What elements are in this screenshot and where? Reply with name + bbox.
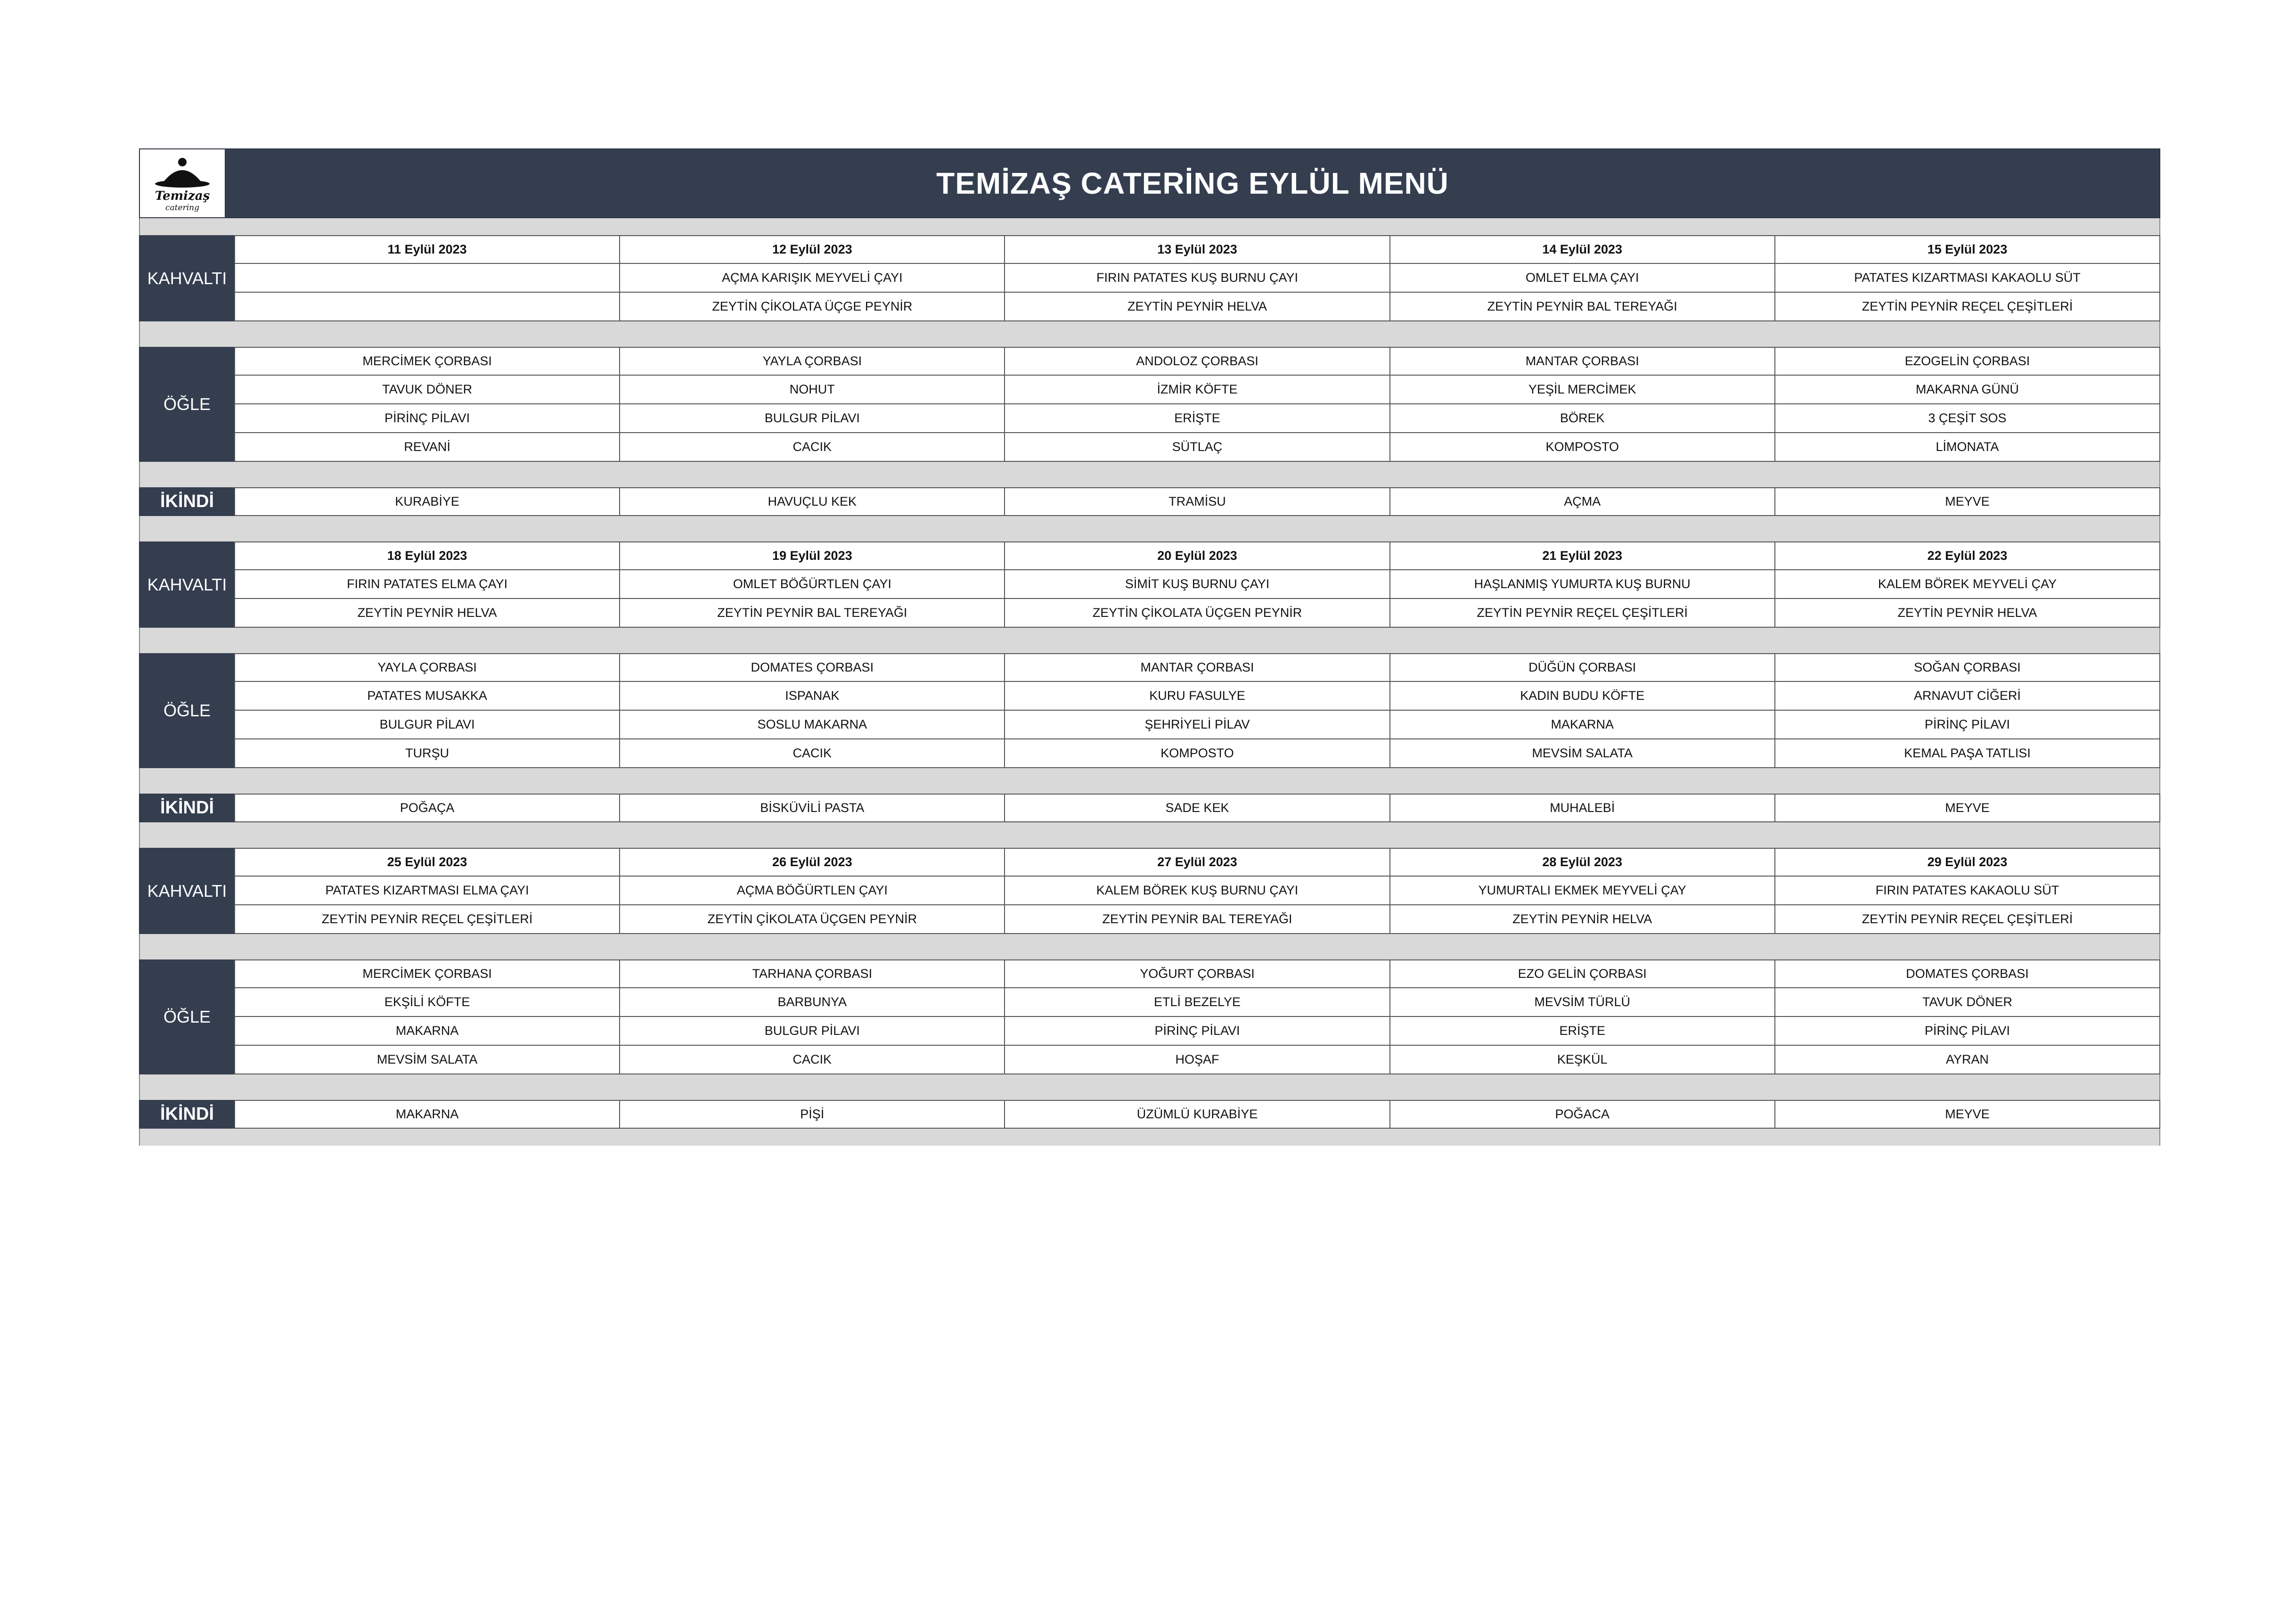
lunch-cell: KEMAL PAŞA TATLISI (1775, 739, 2160, 768)
lunch-cell: 3 ÇEŞİT SOS (1775, 404, 2160, 433)
date-cell: 29 Eylül 2023 (1775, 848, 2160, 877)
afternoon-cell: MEYVE (1775, 487, 2160, 516)
menu-header (139, 148, 2160, 218)
date-cell: 20 Eylül 2023 (1005, 541, 1390, 570)
date-cell: 26 Eylül 2023 (620, 848, 1005, 877)
table-row (234, 541, 2160, 570)
lunch-cell: BULGUR PİLAVI (234, 711, 620, 739)
afternoon-cell: TRAMİSU (1005, 487, 1390, 516)
breakfast-cell: HAŞLANMIŞ YUMURTA KUŞ BURNU (1390, 570, 1775, 599)
breakfast-rows (234, 848, 2160, 934)
breakfast-cell: ZEYTİN PEYNİR BAL TEREYAĞI (620, 599, 1005, 628)
breakfast-cell: PATATES KIZARTMASI KAKAOLU SÜT (1775, 264, 2160, 293)
breakfast-block (139, 235, 2160, 321)
logo (140, 149, 226, 217)
table-row (234, 570, 2160, 599)
lunch-cell: PİRİNÇ PİLAVI (1005, 1017, 1390, 1046)
lunch-cell: MANTAR ÇORBASI (1390, 347, 1775, 376)
lunch-cell: MAKARNA GÜNÜ (1775, 376, 2160, 404)
spacer-row (139, 822, 2160, 848)
breakfast-cell: ZEYTİN PEYNİR HELVA (1390, 905, 1775, 934)
spacer-row (139, 321, 2160, 347)
lunch-cell: ETLİ BEZELYE (1005, 988, 1390, 1017)
lunch-cell: TAVUK DÖNER (234, 376, 620, 404)
lunch-cell: BULGUR PİLAVI (620, 1017, 1005, 1046)
logo-text-sub: catering (165, 203, 199, 213)
spacer-row (139, 768, 2160, 794)
date-cell: 19 Eylül 2023 (620, 541, 1005, 570)
spacer-row (139, 516, 2160, 541)
spacer-row (139, 462, 2160, 487)
lunch-cell: KADIN BUDU KÖFTE (1390, 682, 1775, 711)
table-row (234, 988, 2160, 1017)
breakfast-cell: OMLET BÖĞÜRTLEN ÇAYI (620, 570, 1005, 599)
lunch-cell: MEVSİM SALATA (234, 1046, 620, 1074)
lunch-cell: YAYLA ÇORBASI (234, 653, 620, 682)
lunch-cell: TURŞU (234, 739, 620, 768)
breakfast-cell: ZEYTİN PEYNİR REÇEL ÇEŞİTLERİ (1390, 599, 1775, 628)
lunch-cell: YAYLA ÇORBASI (620, 347, 1005, 376)
afternoon-cell: KURABİYE (234, 487, 620, 516)
table-row (234, 235, 2160, 264)
lunch-rows (234, 347, 2160, 462)
lunch-cell: KEŞKÜL (1390, 1046, 1775, 1074)
breakfast-cell: FIRIN PATATES KUŞ BURNU ÇAYI (1005, 264, 1390, 293)
afternoon-rows (234, 794, 2160, 822)
breakfast-cell: ZEYTİN PEYNİR HELVA (234, 599, 620, 628)
table-row (234, 739, 2160, 768)
lunch-cell: ŞEHRİYELİ PİLAV (1005, 711, 1390, 739)
lunch-cell: AYRAN (1775, 1046, 2160, 1074)
table-row (234, 1100, 2160, 1129)
lunch-cell: SÜTLAÇ (1005, 433, 1390, 462)
afternoon-cell: MEYVE (1775, 794, 2160, 822)
lunch-cell: BULGUR PİLAVI (620, 404, 1005, 433)
breakfast-label: KAHVALTI (140, 235, 234, 321)
lunch-cell: YEŞİL MERCİMEK (1390, 376, 1775, 404)
lunch-cell: KOMPOSTO (1390, 433, 1775, 462)
chef-cloche-logo-icon (147, 153, 218, 214)
afternoon-cell: MEYVE (1775, 1100, 2160, 1129)
breakfast-block (139, 541, 2160, 628)
table-row (234, 682, 2160, 711)
lunch-cell: BÖREK (1390, 404, 1775, 433)
date-cell: 11 Eylül 2023 (234, 235, 620, 264)
date-cell: 22 Eylül 2023 (1775, 541, 2160, 570)
table-row (234, 905, 2160, 934)
logo-text-main: Temizaş (155, 189, 210, 203)
table-row (234, 1017, 2160, 1046)
lunch-cell: NOHUT (620, 376, 1005, 404)
lunch-cell: MAKARNA (1390, 711, 1775, 739)
page-title: TEMİZAŞ CATERİNG EYLÜL MENÜ (226, 149, 2159, 217)
table-row (234, 433, 2160, 462)
breakfast-cell: KALEM BÖREK KUŞ BURNU ÇAYI (1005, 877, 1390, 905)
date-cell: 27 Eylül 2023 (1005, 848, 1390, 877)
breakfast-rows (234, 541, 2160, 628)
afternoon-cell: SADE KEK (1005, 794, 1390, 822)
breakfast-cell: ZEYTİN PEYNİR REÇEL ÇEŞİTLERİ (1775, 905, 2160, 934)
breakfast-cell: ZEYTİN PEYNİR HELVA (1005, 293, 1390, 321)
lunch-cell: CACIK (620, 1046, 1005, 1074)
lunch-block (139, 653, 2160, 768)
breakfast-cell: PATATES KIZARTMASI ELMA ÇAYI (234, 877, 620, 905)
breakfast-cell (234, 264, 620, 293)
afternoon-cell: AÇMA (1390, 487, 1775, 516)
table-row (234, 794, 2160, 822)
lunch-cell: YOĞURT ÇORBASI (1005, 959, 1390, 988)
date-cell: 13 Eylül 2023 (1005, 235, 1390, 264)
afternoon-block (139, 1100, 2160, 1129)
lunch-cell: KURU FASULYE (1005, 682, 1390, 711)
lunch-cell: CACIK (620, 433, 1005, 462)
spacer-row (139, 1129, 2160, 1146)
afternoon-cell: MUHALEBİ (1390, 794, 1775, 822)
afternoon-rows (234, 1100, 2160, 1129)
lunch-cell: CACIK (620, 739, 1005, 768)
lunch-cell: EZO GELİN ÇORBASI (1390, 959, 1775, 988)
lunch-cell: İZMİR KÖFTE (1005, 376, 1390, 404)
breakfast-cell: YUMURTALI EKMEK MEYVELİ ÇAY (1390, 877, 1775, 905)
table-row (234, 376, 2160, 404)
menu-sheet (139, 148, 2160, 1146)
lunch-cell: MANTAR ÇORBASI (1005, 653, 1390, 682)
table-row (234, 293, 2160, 321)
afternoon-label: İKİNDİ (140, 1100, 234, 1129)
lunch-cell: PİRİNÇ PİLAVI (1775, 1017, 2160, 1046)
table-row (234, 404, 2160, 433)
lunch-rows (234, 653, 2160, 768)
table-row (234, 599, 2160, 628)
table-row (234, 711, 2160, 739)
afternoon-cell: POĞACA (1390, 1100, 1775, 1129)
date-cell: 15 Eylül 2023 (1775, 235, 2160, 264)
afternoon-cell: PİŞİ (620, 1100, 1005, 1129)
lunch-label: ÖĞLE (140, 347, 234, 462)
afternoon-cell: MAKARNA (234, 1100, 620, 1129)
breakfast-cell: AÇMA KARIŞIK MEYVELİ ÇAYI (620, 264, 1005, 293)
lunch-cell: SOĞAN ÇORBASI (1775, 653, 2160, 682)
lunch-cell: ARNAVUT CİĞERİ (1775, 682, 2160, 711)
afternoon-cell: HAVUÇLU KEK (620, 487, 1005, 516)
breakfast-label: KAHVALTI (140, 541, 234, 628)
breakfast-cell: KALEM BÖREK MEYVELİ ÇAY (1775, 570, 2160, 599)
lunch-cell: ISPANAK (620, 682, 1005, 711)
spacer-row (139, 934, 2160, 959)
table-row (234, 264, 2160, 293)
lunch-label: ÖĞLE (140, 959, 234, 1074)
lunch-cell: MERCİMEK ÇORBASI (234, 347, 620, 376)
lunch-cell: MEVSİM SALATA (1390, 739, 1775, 768)
breakfast-cell: ZEYTİN PEYNİR REÇEL ÇEŞİTLERİ (1775, 293, 2160, 321)
breakfast-cell: FIRIN PATATES KAKAOLU SÜT (1775, 877, 2160, 905)
lunch-cell: EZOGELİN ÇORBASI (1775, 347, 2160, 376)
lunch-cell: DOMATES ÇORBASI (1775, 959, 2160, 988)
afternoon-cell: POĞAÇA (234, 794, 620, 822)
breakfast-cell: ZEYTİN PEYNİR BAL TEREYAĞI (1390, 293, 1775, 321)
afternoon-rows (234, 487, 2160, 516)
lunch-cell: PİRİNÇ PİLAVI (1775, 711, 2160, 739)
date-cell: 14 Eylül 2023 (1390, 235, 1775, 264)
spacer-row (139, 628, 2160, 653)
breakfast-cell: ZEYTİN PEYNİR HELVA (1775, 599, 2160, 628)
breakfast-cell: AÇMA BÖĞÜRTLEN ÇAYI (620, 877, 1005, 905)
lunch-cell: BARBUNYA (620, 988, 1005, 1017)
table-row (234, 347, 2160, 376)
breakfast-cell: ZEYTİN ÇİKOLATA ÜÇGEN PEYNİR (1005, 599, 1390, 628)
table-row (234, 959, 2160, 988)
date-cell: 28 Eylül 2023 (1390, 848, 1775, 877)
lunch-cell: TARHANA ÇORBASI (620, 959, 1005, 988)
lunch-label: ÖĞLE (140, 653, 234, 768)
lunch-rows (234, 959, 2160, 1074)
breakfast-rows (234, 235, 2160, 321)
lunch-cell: ERİŞTE (1390, 1017, 1775, 1046)
breakfast-cell: FIRIN PATATES ELMA ÇAYI (234, 570, 620, 599)
lunch-cell: DOMATES ÇORBASI (620, 653, 1005, 682)
lunch-cell: MERCİMEK ÇORBASI (234, 959, 620, 988)
lunch-cell: REVANİ (234, 433, 620, 462)
breakfast-cell: ZEYTİN ÇİKOLATA ÜÇGE PEYNİR (620, 293, 1005, 321)
table-row (234, 848, 2160, 877)
weeks-container (139, 218, 2160, 1146)
breakfast-block (139, 848, 2160, 934)
lunch-cell: LİMONATA (1775, 433, 2160, 462)
spacer-row (139, 218, 2160, 235)
lunch-cell: SOSLU MAKARNA (620, 711, 1005, 739)
lunch-cell: HOŞAF (1005, 1046, 1390, 1074)
afternoon-label: İKİNDİ (140, 794, 234, 822)
breakfast-cell: OMLET ELMA ÇAYI (1390, 264, 1775, 293)
lunch-cell: ERİŞTE (1005, 404, 1390, 433)
afternoon-block (139, 487, 2160, 516)
breakfast-cell: ZEYTİN ÇİKOLATA ÜÇGEN PEYNİR (620, 905, 1005, 934)
lunch-block (139, 347, 2160, 462)
spacer-row (139, 1074, 2160, 1100)
breakfast-cell: ZEYTİN PEYNİR BAL TEREYAĞI (1005, 905, 1390, 934)
date-cell: 25 Eylül 2023 (234, 848, 620, 877)
table-row (234, 877, 2160, 905)
breakfast-cell: ZEYTİN PEYNİR REÇEL ÇEŞİTLERİ (234, 905, 620, 934)
table-row (234, 1046, 2160, 1074)
lunch-cell: DÜĞÜN ÇORBASI (1390, 653, 1775, 682)
afternoon-label: İKİNDİ (140, 487, 234, 516)
table-row (234, 487, 2160, 516)
date-cell: 18 Eylül 2023 (234, 541, 620, 570)
table-row (234, 653, 2160, 682)
lunch-cell: MEVSİM TÜRLÜ (1390, 988, 1775, 1017)
lunch-cell: KOMPOSTO (1005, 739, 1390, 768)
afternoon-block (139, 794, 2160, 822)
lunch-cell: MAKARNA (234, 1017, 620, 1046)
lunch-cell: TAVUK DÖNER (1775, 988, 2160, 1017)
lunch-cell: PATATES MUSAKKA (234, 682, 620, 711)
lunch-cell: ANDOLOZ ÇORBASI (1005, 347, 1390, 376)
lunch-cell: EKŞİLİ KÖFTE (234, 988, 620, 1017)
date-cell: 12 Eylül 2023 (620, 235, 1005, 264)
afternoon-cell: BİSKÜVİLİ PASTA (620, 794, 1005, 822)
breakfast-cell (234, 293, 620, 321)
breakfast-cell: SİMİT KUŞ BURNU ÇAYI (1005, 570, 1390, 599)
afternoon-cell: ÜZÜMLÜ KURABİYE (1005, 1100, 1390, 1129)
lunch-cell: PİRİNÇ PİLAVI (234, 404, 620, 433)
date-cell: 21 Eylül 2023 (1390, 541, 1775, 570)
breakfast-label: KAHVALTI (140, 848, 234, 934)
lunch-block (139, 959, 2160, 1074)
